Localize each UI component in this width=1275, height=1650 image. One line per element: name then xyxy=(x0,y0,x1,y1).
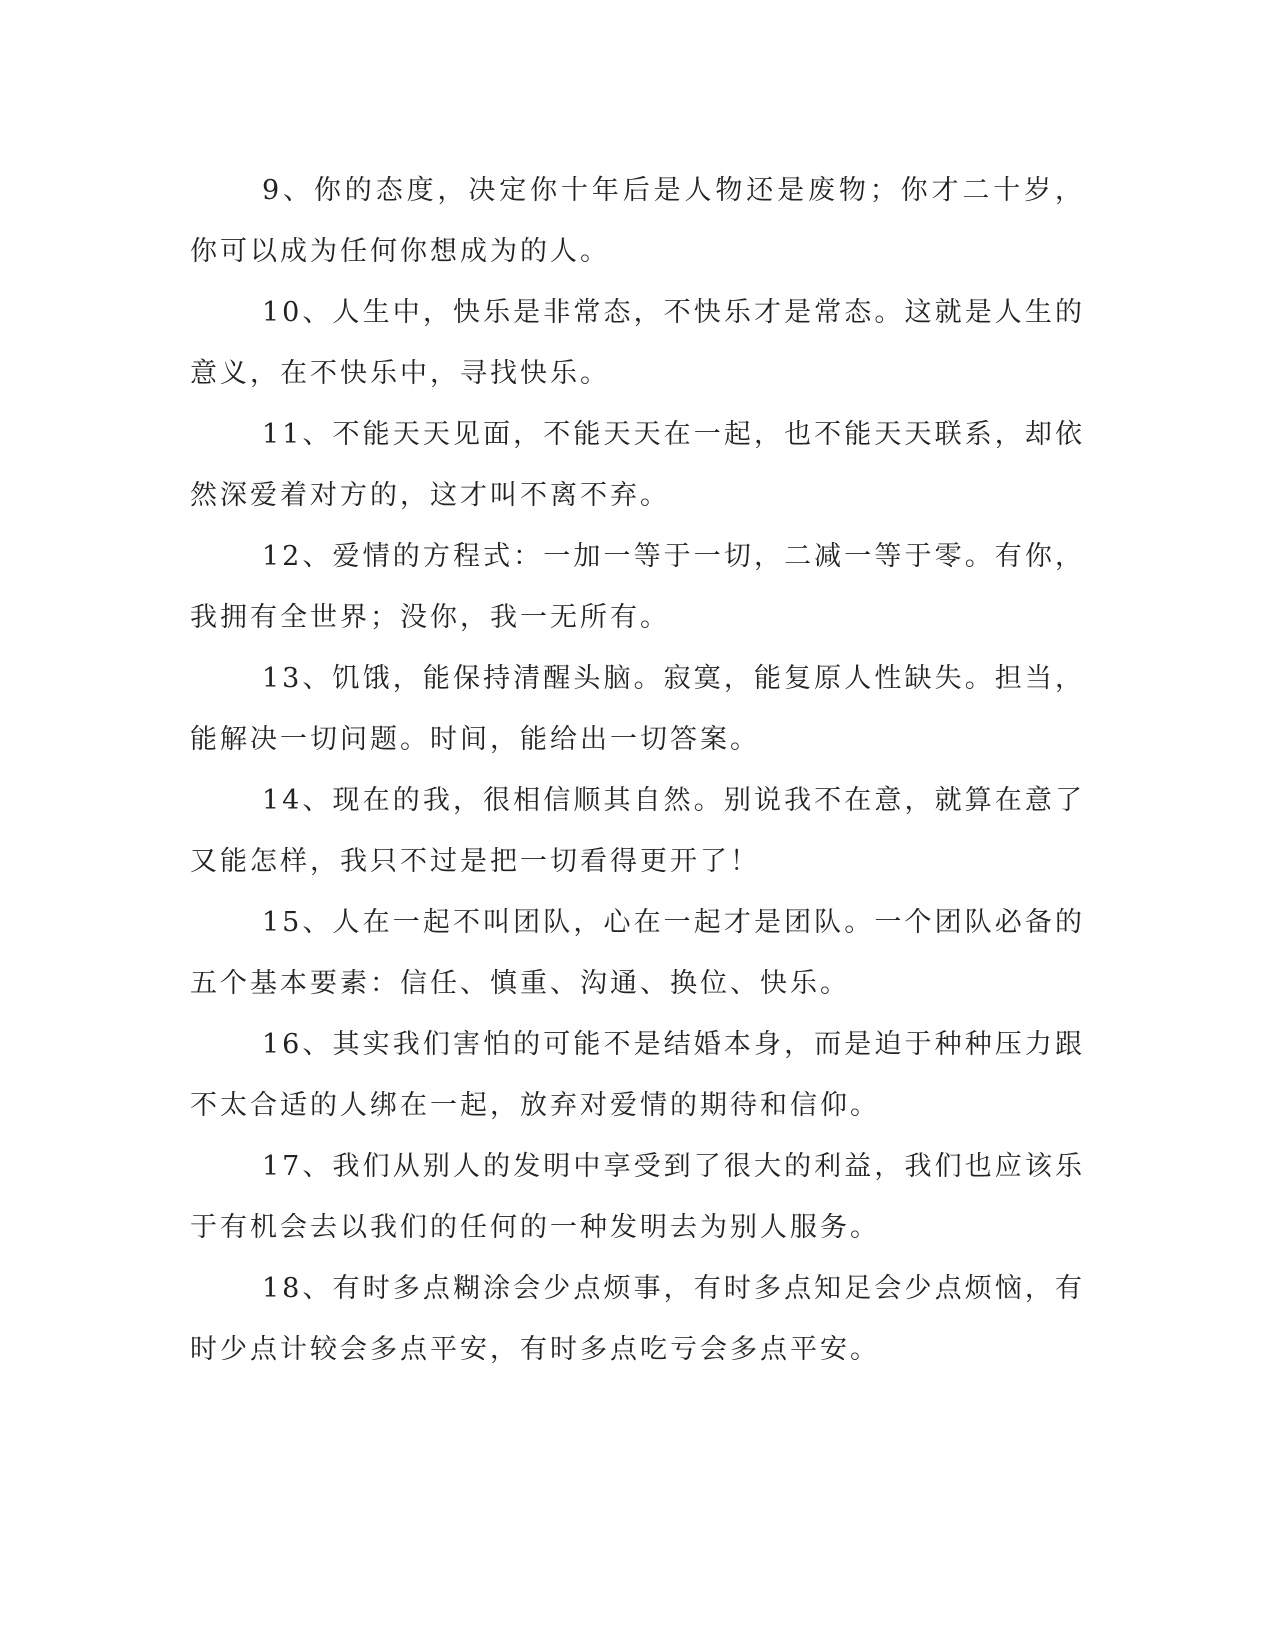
document-body xyxy=(190,160,1085,1380)
quote-paragraph-17: 17、我们从别人的发明中享受到了很大的利益，我们也应该乐于有机会去以我们的任何的一种发明去为别人服务。 xyxy=(190,1151,1085,1243)
quote-paragraph-18: 18、有时多点糊涂会少点烦事，有时多点知足会少点烦恼，有时少点计较会多点平安，有时多点吃亏会多点平安。 xyxy=(190,1273,1085,1365)
quote-paragraph-15: 15、人在一起不叫团队，心在一起才是团队。一个团队必备的五个基本要素：信任、慎重、沟通、换位、快乐。 xyxy=(190,907,1085,999)
quote-paragraph-16: 16、其实我们害怕的可能不是结婚本身，而是迫于种种压力跟不太合适的人绑在一起，放弃对爱情的期待和信仰。 xyxy=(190,1029,1085,1121)
quote-paragraph-11: 11、不能天天见面，不能天天在一起，也不能天天联系，却依然深爱着对方的，这才叫不离不弃。 xyxy=(190,419,1085,511)
quote-paragraph-13: 13、饥饿，能保持清醒头脑。寂寞，能复原人性缺失。担当，能解决一切问题。时间，能给出一切答案。 xyxy=(190,663,1085,755)
quote-paragraph-14: 14、现在的我，很相信顺其自然。别说我不在意，就算在意了又能怎样，我只不过是把一切看得更开了！ xyxy=(190,785,1085,877)
quote-paragraph-12: 12、爱情的方程式：一加一等于一切，二减一等于零。有你，我拥有全世界；没你，我一无所有。 xyxy=(190,541,1085,633)
quote-paragraph-9: 9、你的态度，决定你十年后是人物还是废物；你才二十岁，你可以成为任何你想成为的人。 xyxy=(190,175,1085,267)
quote-paragraph-10: 10、人生中，快乐是非常态，不快乐才是常态。这就是人生的意义，在不快乐中，寻找快乐。 xyxy=(190,297,1085,389)
